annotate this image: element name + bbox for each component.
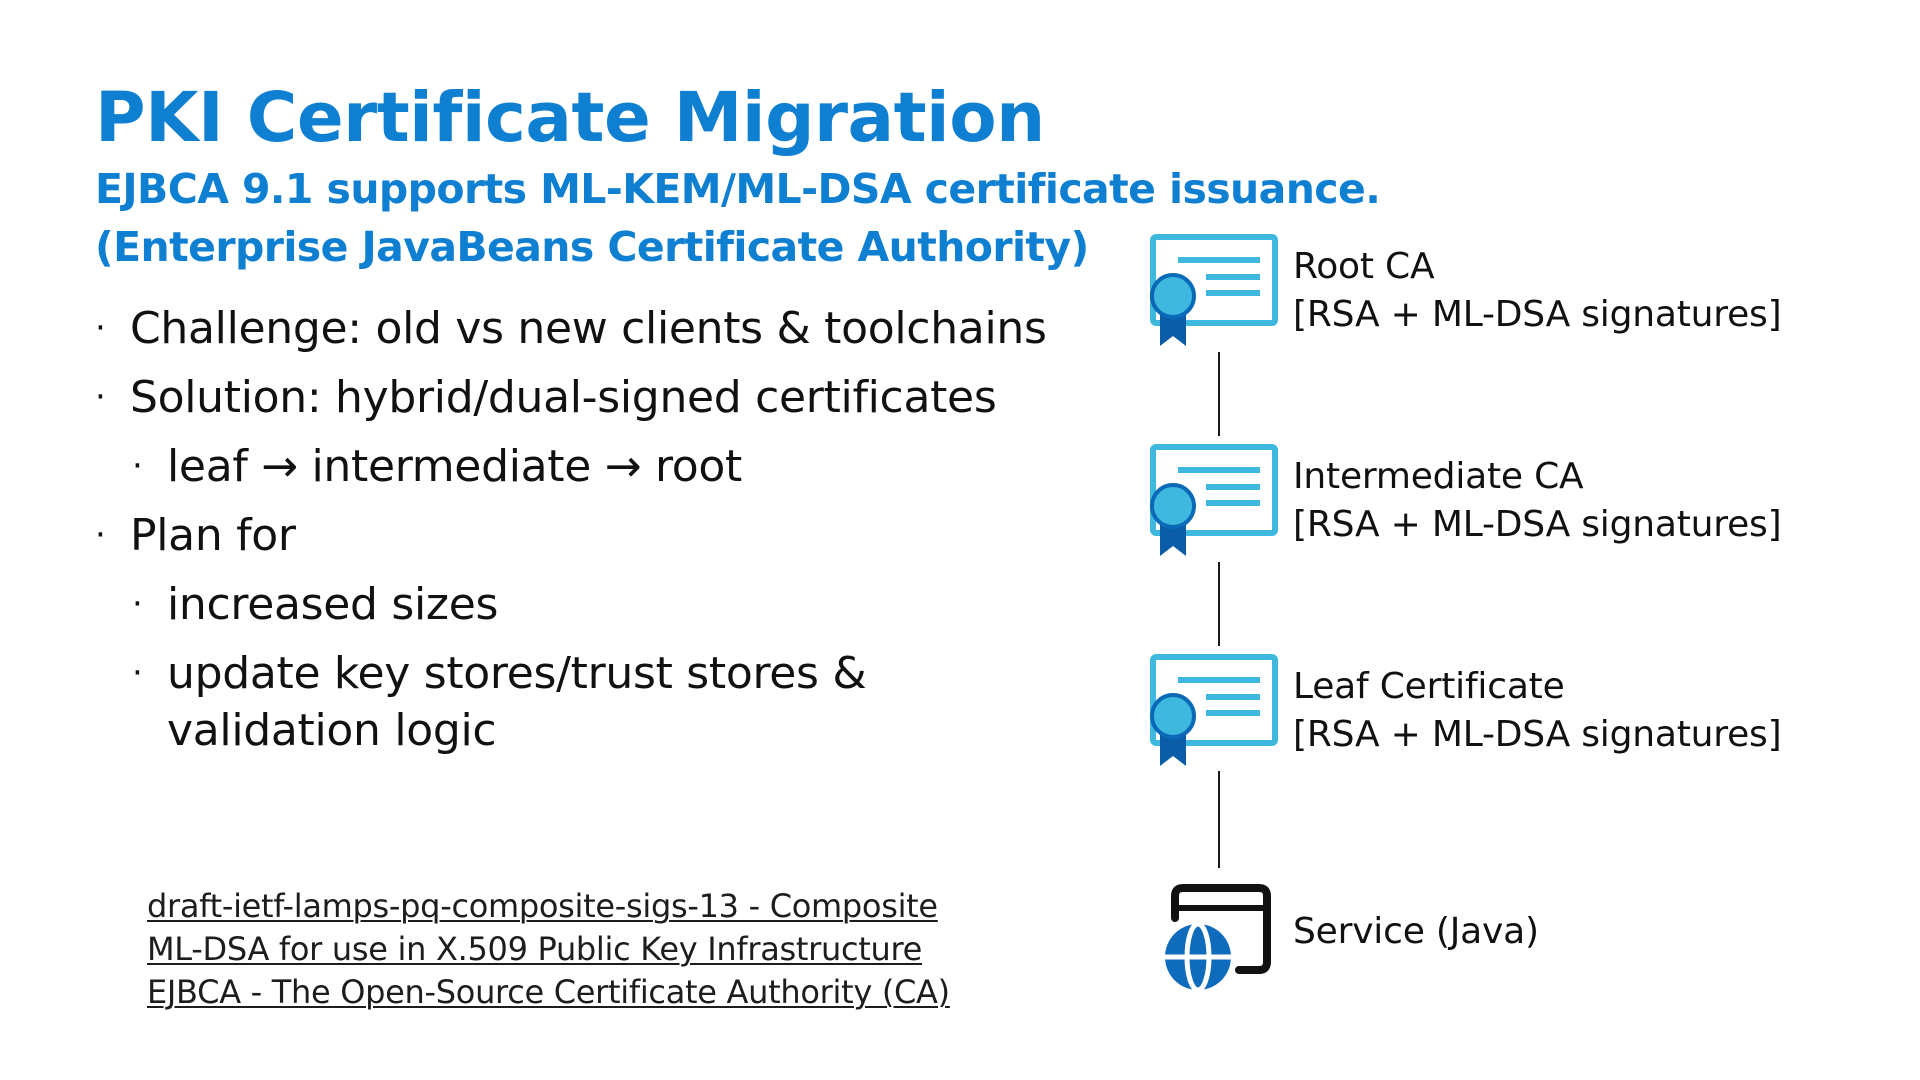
intermediate-ca-name: Intermediate CA [1293,456,1584,497]
intermediate-ca-certificate-icon [1148,442,1283,557]
link-ejbca[interactable]: EJBCA - The Open-Source Certificate Authority (CA) [147,973,950,1011]
bullet-item [95,300,1055,357]
bullet-dot: · [95,515,106,555]
chain-connector-line [1218,771,1220,868]
leaf-certificate-name: Leaf Certificate [1293,666,1565,707]
web-app-globe-icon [1153,878,1273,998]
sub-bullet-item [95,645,1055,759]
bullet-dot: · [132,446,143,486]
link-composite-sigs-draft-line1[interactable]: draft-ietf-lamps-pq-composite-sigs-13 - Composite [147,887,938,925]
chain-connector-line [1218,352,1220,436]
leaf-certificate-detail: [RSA + ML-DSA signatures] [1293,714,1782,755]
leaf-certificate-label [1293,663,1781,759]
root-ca-name: Root CA [1293,246,1435,287]
service-label [1293,908,1539,956]
bullet-text: update key stores/trust stores & validation logic [167,648,867,756]
link-composite-sigs-draft-line2[interactable]: ML-DSA for use in X.509 Public Key Infrastructure [147,930,923,968]
bullet-list [95,300,1055,771]
chain-connector-line [1218,562,1220,646]
bullet-text: Plan for [130,510,296,561]
reference-links [147,885,950,1014]
root-ca-detail: [RSA + ML-DSA signatures] [1293,294,1782,335]
bullet-text: Solution: hybrid/dual-signed certificates [130,372,997,423]
bullet-item [95,369,1055,426]
slide-subtitle-line1: EJBCA 9.1 supports ML-KEM/ML-DSA certificate issuance. [95,165,1381,213]
bullet-dot: · [132,653,143,693]
slide-subtitle-line2: (Enterprise JavaBeans Certificate Authority) [95,223,1089,271]
bullet-dot: · [95,377,106,417]
bullet-dot: · [132,584,143,624]
intermediate-ca-detail: [RSA + ML-DSA signatures] [1293,504,1782,545]
sub-bullet-item [95,438,1055,495]
slide-title: PKI Certificate Migration [95,78,1045,158]
sub-bullet-item [95,576,1055,633]
bullet-text: increased sizes [167,579,499,630]
bullet-item [95,507,1055,564]
service-name: Service (Java) [1293,911,1539,952]
root-ca-label [1293,243,1781,339]
bullet-text: leaf → intermediate → root [167,441,742,492]
intermediate-ca-label [1293,453,1781,549]
leaf-certificate-icon [1148,652,1283,767]
root-ca-certificate-icon [1148,232,1283,347]
bullet-text: Challenge: old vs new clients & toolchains [130,303,1047,354]
bullet-dot: · [95,308,106,348]
